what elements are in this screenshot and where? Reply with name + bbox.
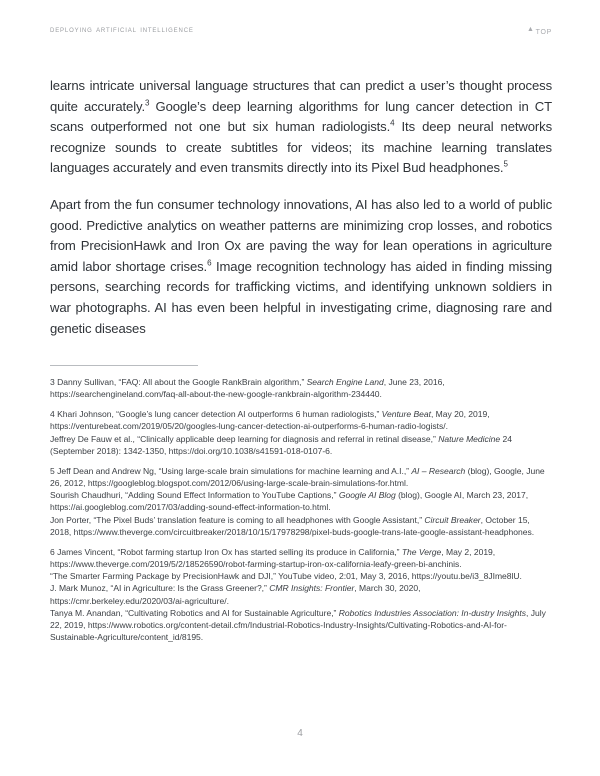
footnote-entry: Jon Porter, “The Pixel Buds’ translation feature is coming to all headphones with Google Assistant,” Circuit Breaker, October 15, 2018, https://www.theverge.com/circuitbreaker/2018/10/15/17978298/pixel-buds-google-trans-late-google-assistant-headphones. bbox=[50, 514, 535, 537]
footnote-group-5 bbox=[50, 465, 552, 539]
footnote-entry: J. Mark Munoz, “AI in Agriculture: Is the Grass Greener?,” CMR Insights: Frontier, March 30, 2020, https://cmr.berkeley.edu/2020/03/ai-agriculture/. bbox=[50, 583, 421, 606]
footnote-group-6 bbox=[50, 546, 552, 644]
chevron-up-icon: ▲ bbox=[526, 26, 535, 33]
body-paragraph-2: Apart from the fun consumer technology innovations, AI has also led to a world of public good. Predictive analytics on weather patterns are minimizing crop losses, and robotics from PrecisionHawk and Iron Ox are paving the way for lean operations in agriculture amid labor shortage crises.$^6$ Image recognition technology has aided in finding missing persons, searching records for trafficking victims, and identifying unknown soldiers in war photographs. AI has even been helpful in investigating crime, diagnosing rare and genetic diseases bbox=[50, 196, 552, 336]
footnote-entry: 5 Jeff Dean and Andrew Ng, “Using large-scale brain simulations for machine learning and A.I.,” AI – Research (blog), Google, June 26, 2012, https://googleblog.blogspot.com/2012/06/using-large-scale-brain-simulations-for.html. bbox=[50, 465, 545, 488]
body-text-area bbox=[50, 76, 552, 339]
footnote-entry: Sourish Chaudhuri, “Adding Sound Effect Information to YouTube Captions,” Google AI Blog (blog), Google AI, March 23, 2017, https://ai.googleblog.com/2017/03/adding-sound-effect-information-to.html. bbox=[50, 490, 529, 513]
body-paragraph-1: learns intricate universal language structures that can predict a user’s thought process quite accurately.$^3$ Google’s deep learning algorithms for lung cancer detection in CT scans outperformed not one but six human radiologists.$^4$ Its deep neural networks recognize sounds to create subtitles for videos; its machine learning translates languages accurately and even transmits directly into its Pixel Bud headphones.$^5$ bbox=[50, 78, 553, 176]
back-to-top-link[interactable] bbox=[527, 25, 552, 36]
footnote-group-3 bbox=[50, 376, 552, 401]
footnote-entry: Tanya M. Anandan, “Cultivating Robotics and AI for Sustainable Agriculture,” Robotics Industries Association: In-dustry Insights, July 22, 2019, https://www.robotics.org/content-detail.cfm/Industrial-Robotics-Industry-Insights/Cultivating-Robotics-and-AI-for-Sustainable-Agriculture/content_id/8195. bbox=[50, 607, 546, 643]
running-header bbox=[50, 24, 552, 42]
footnotes-section bbox=[50, 376, 552, 644]
footnote-entry: 4 Khari Johnson, “Google’s lung cancer detection AI outperforms 6 human radiologists,” Venture Beat, May 20, 2019, https://venturebeat.com/2019/05/20/googles-lung-cancer-detection-ai-outperforms-6-human-radio-logists/. bbox=[50, 409, 490, 432]
back-to-top-label: top bbox=[535, 25, 552, 36]
footnote-group-4 bbox=[50, 408, 552, 457]
footnote-entry: Jeffrey De Fauw et al., “Clinically applicable deep learning for diagnosis and referral in retinal disease,” Nature Medicine 24 (September 2018): 1342-1350, https://doi.org/10.1038/s41591-018-0107-6. bbox=[50, 433, 512, 456]
footnote-entry: 3 Danny Sullivan, “FAQ: All about the Google RankBrain algorithm,” Search Engine Land, June 23, 2016, https://searchengineland.com/faq-all-about-the-new-google-rankbrain-algorithm-234440. bbox=[50, 377, 445, 400]
page-number: 4 bbox=[297, 728, 303, 739]
footnote-entry: 6 James Vincent, “Robot farming startup Iron Ox has started selling its produce in California,” The Verge, May 2, 2019, https://www.theverge.com/2019/5/2/18526590/robot-farming-startup-iron-ox-california-leafy-green-bi-anchinis. bbox=[50, 546, 496, 569]
footnote-separator-rule bbox=[50, 365, 198, 366]
footnote-entry: “The Smarter Farming Package by PrecisionHawk and DJI,” YouTube video, 2:01, May 3, 2016, https://youtu.be/i3_8JIme8lU. bbox=[50, 571, 522, 581]
running-header-title: deploying artificial intelligence bbox=[50, 24, 194, 34]
